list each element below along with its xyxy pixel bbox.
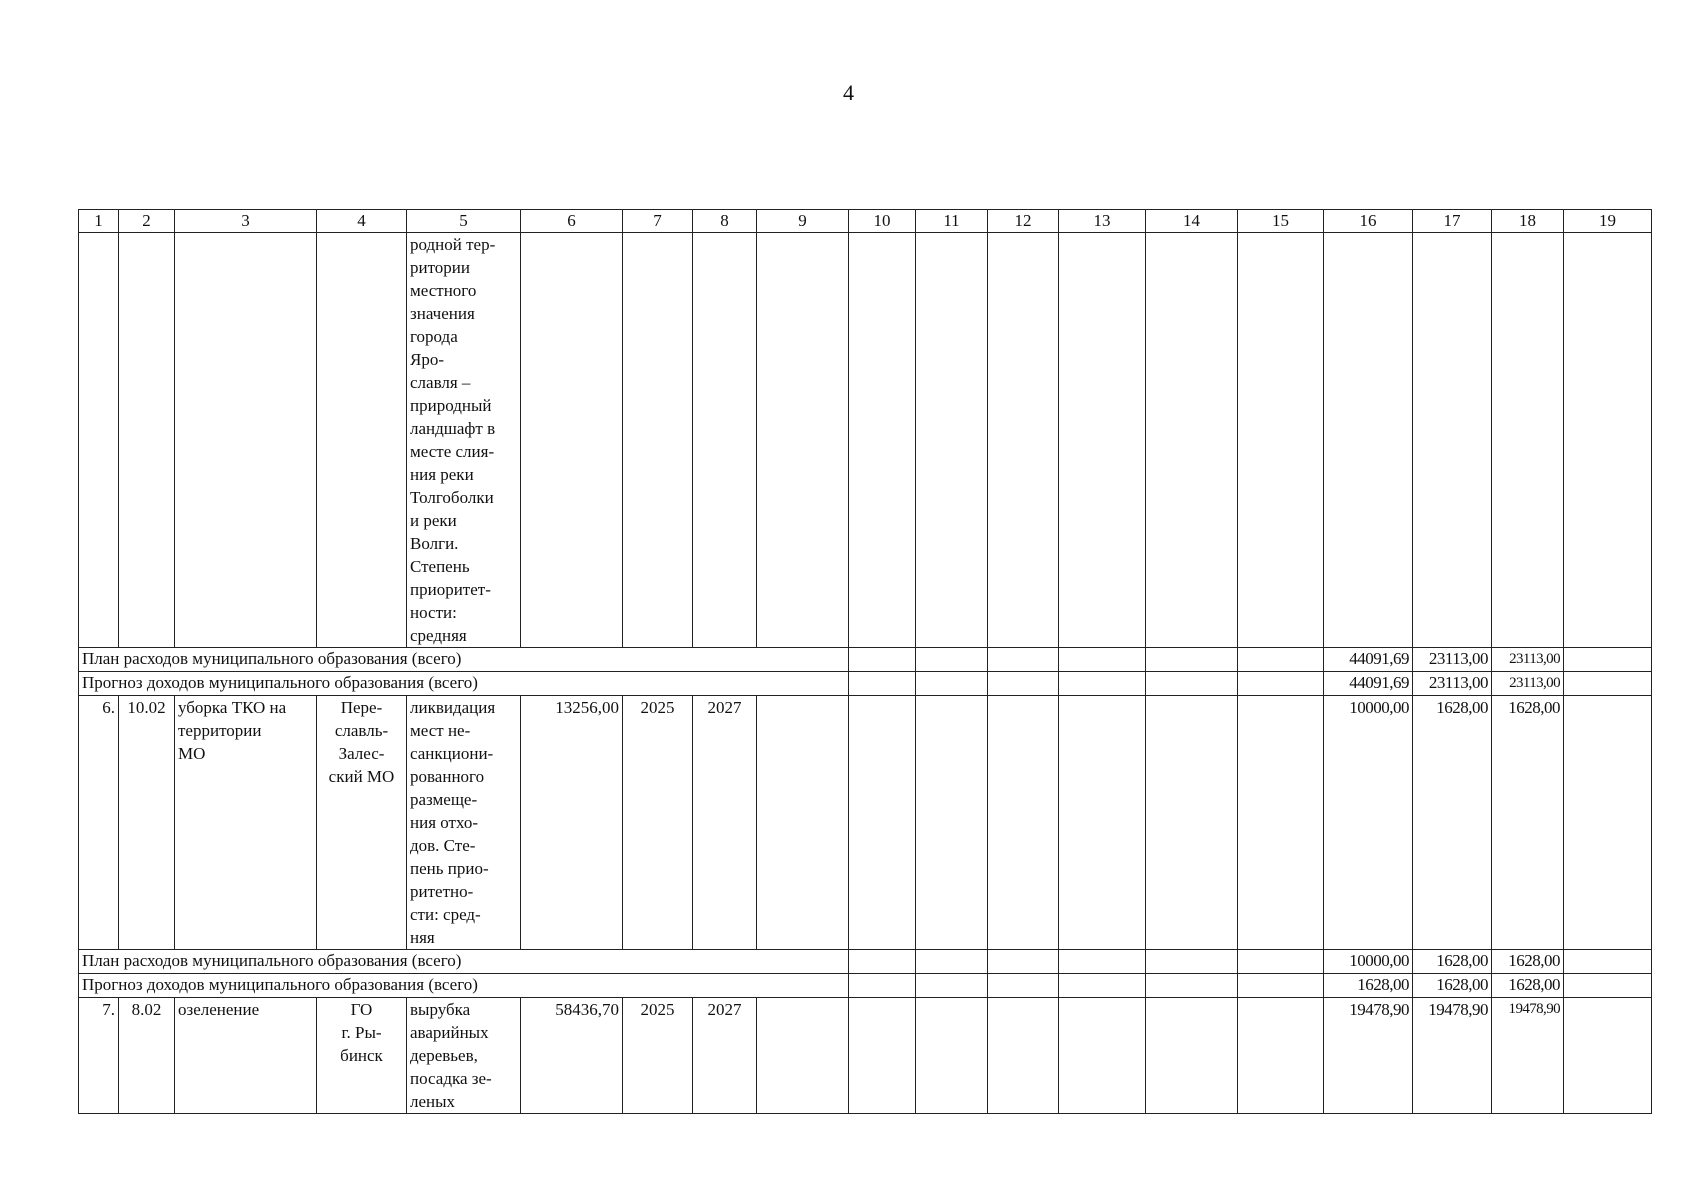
table-cell [849,696,916,950]
col-header-5: 5 [407,210,521,233]
row-value-col16: 19478,90 [1324,998,1413,1114]
forecast-income-label: Прогноз доходов муниципального образования (всего) [79,672,849,696]
col-header-11: 11 [916,210,988,233]
table-row-7 [79,998,1652,1114]
table-cell [1238,672,1324,696]
table-cell [849,998,916,1114]
forecast-value-col18: 1628,00 [1492,974,1564,998]
forecast-value-col17: 23113,00 [1413,672,1492,696]
row-activity: озеленение [175,998,317,1114]
table-cell [849,233,916,648]
col-header-2: 2 [119,210,175,233]
row-value-col17: 19478,90 [1413,998,1492,1114]
table-cell [1492,233,1564,648]
col-header-15: 15 [1238,210,1324,233]
table-cell [1146,998,1238,1114]
col-header-1: 1 [79,210,119,233]
table-cell [317,233,407,648]
table-cell [988,974,1059,998]
table-cell [623,233,693,648]
table-cell [757,998,849,1114]
forecast-income-label: Прогноз доходов муниципального образования (всего) [79,974,849,998]
table-cell [988,672,1059,696]
plan-value-col16: 10000,00 [1324,950,1413,974]
table-cell [79,233,119,648]
plan-expenses-row [79,950,1652,974]
table-cell [1146,233,1238,648]
row-code: 10.02 [119,696,175,950]
forecast-income-row [79,672,1652,696]
plan-expenses-label: План расходов муниципального образования (всего) [79,950,849,974]
table-cell [175,233,317,648]
table-cell [916,696,988,950]
table-cell [521,233,623,648]
table-cell [1564,233,1652,648]
table-cell [757,696,849,950]
row-total-cost: 58436,70 [521,998,623,1114]
table-cell [1564,998,1652,1114]
table-cell [916,233,988,648]
row-value-col18: 1628,00 [1492,696,1564,950]
row-value-col17: 1628,00 [1413,696,1492,950]
table-cell [849,672,916,696]
table-cell [1238,233,1324,648]
col-header-8: 8 [693,210,757,233]
table-cell [1059,648,1146,672]
table-cell [988,998,1059,1114]
row-code: 8.02 [119,998,175,1114]
measure-description: ликвидация мест не- санкциони- рованного размеще- ния отхо- дов. Сте- пень прио- ритетно- сти: сред- няя [407,696,521,950]
row-municipality: Пере- славль- Залес- ский МО [317,696,407,950]
table-cell [1059,974,1146,998]
plan-value-col16: 44091,69 [1324,648,1413,672]
table-cell [988,233,1059,648]
row-start-year: 2025 [623,998,693,1114]
page-number: 4 [843,80,854,105]
table-cell [1146,950,1238,974]
plan-value-col17: 23113,00 [1413,648,1492,672]
plan-expenses-label: План расходов муниципального образования (всего) [79,648,849,672]
table-cell [916,672,988,696]
row-end-year: 2027 [693,696,757,950]
table-cell [1238,696,1324,950]
row-municipality: ГО г. Ры- бинск [317,998,407,1114]
table-cell [916,998,988,1114]
table-cell [1059,672,1146,696]
table-cell [1059,950,1146,974]
row-value-col18: 19478,90 [1492,998,1564,1114]
table-row-continued [79,233,1652,648]
row-end-year: 2027 [693,998,757,1114]
col-header-7: 7 [623,210,693,233]
table-cell [1564,696,1652,950]
measure-description: родной тер- ритории местного значения города Яро- славля – природный ландшафт в месте слия- ния реки Толгоболки и реки Волги. Степень приоритет- ности: средняя [407,233,521,648]
forecast-value-col16: 44091,69 [1324,672,1413,696]
table-cell [988,696,1059,950]
table-cell [1564,974,1652,998]
col-header-6: 6 [521,210,623,233]
table-cell [1238,648,1324,672]
table-cell [1146,672,1238,696]
table-cell [1564,648,1652,672]
col-header-16: 16 [1324,210,1413,233]
forecast-value-col16: 1628,00 [1324,974,1413,998]
plan-expenses-row [79,648,1652,672]
table-cell [916,648,988,672]
row-activity: уборка ТКО на территории МО [175,696,317,950]
table-cell [1146,648,1238,672]
table-cell [1238,974,1324,998]
table-cell [1059,696,1146,950]
col-header-18: 18 [1492,210,1564,233]
col-header-13: 13 [1059,210,1146,233]
forecast-value-col18: 23113,00 [1492,672,1564,696]
row-value-col16: 10000,00 [1324,696,1413,950]
plan-value-col18: 23113,00 [1492,648,1564,672]
table-cell [1564,950,1652,974]
measure-description: вырубка аварийных деревьев, посадка зе- леных [407,998,521,1114]
col-header-10: 10 [849,210,916,233]
table-cell [1324,233,1413,648]
row-total-cost: 13256,00 [521,696,623,950]
col-header-17: 17 [1413,210,1492,233]
table-cell [988,950,1059,974]
column-number-row [79,210,1652,233]
col-header-12: 12 [988,210,1059,233]
table-cell [849,950,916,974]
table-cell [1238,998,1324,1114]
table-cell [916,950,988,974]
table-cell [1059,998,1146,1114]
table-cell [1564,672,1652,696]
plan-value-col18: 1628,00 [1492,950,1564,974]
program-table [78,209,1652,1114]
table-cell [916,974,988,998]
col-header-19: 19 [1564,210,1652,233]
table-cell [849,974,916,998]
table-cell [988,648,1059,672]
table-cell [1146,696,1238,950]
forecast-value-col17: 1628,00 [1413,974,1492,998]
plan-value-col17: 1628,00 [1413,950,1492,974]
table-cell [1059,233,1146,648]
col-header-14: 14 [1146,210,1238,233]
row-number: 7. [79,998,119,1114]
row-number: 6. [79,696,119,950]
col-header-3: 3 [175,210,317,233]
table-row-6 [79,696,1652,950]
table-cell [1238,950,1324,974]
col-header-9: 9 [757,210,849,233]
row-start-year: 2025 [623,696,693,950]
table-cell [849,648,916,672]
table-cell [757,233,849,648]
table-cell [119,233,175,648]
table-cell [1146,974,1238,998]
table-cell [693,233,757,648]
table-cell [1413,233,1492,648]
forecast-income-row [79,974,1652,998]
col-header-4: 4 [317,210,407,233]
